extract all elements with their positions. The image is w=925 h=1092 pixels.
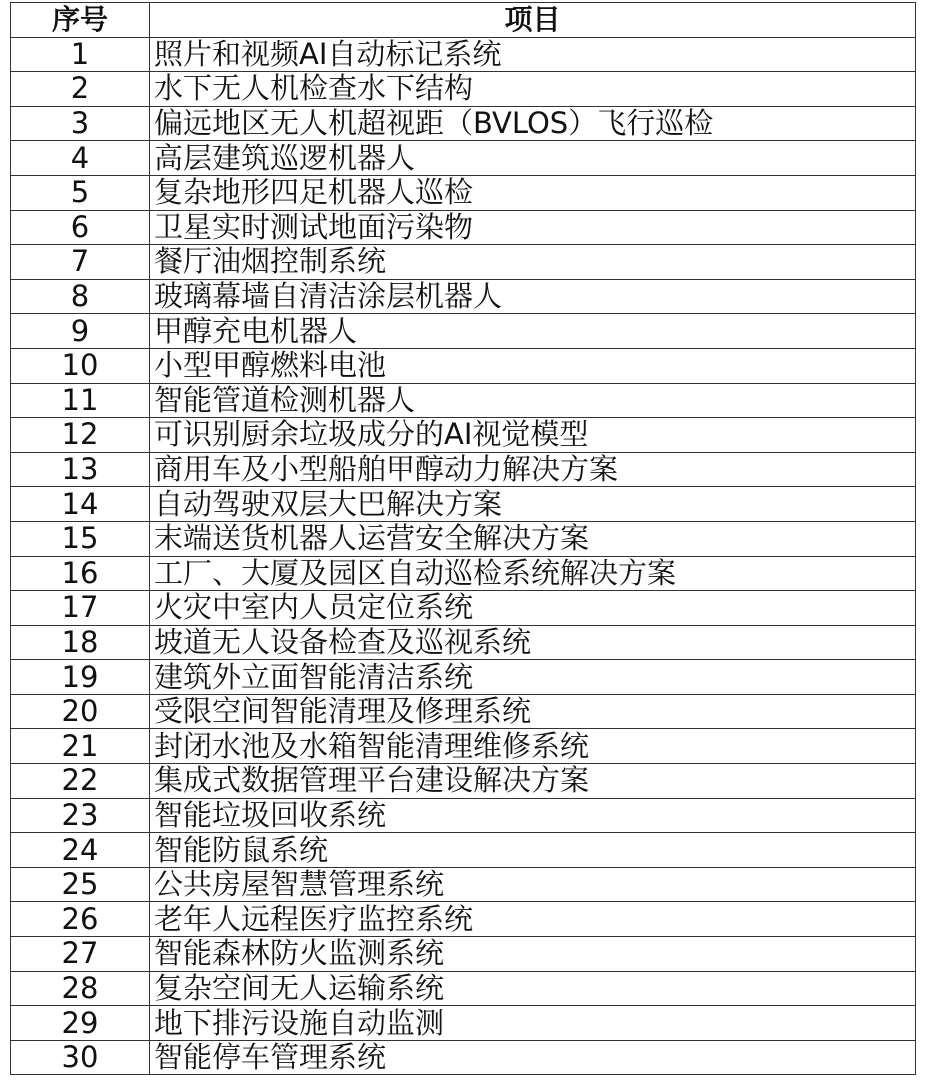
table-row	[11, 418, 916, 453]
table-row	[11, 867, 916, 902]
row-serial-number: 11	[11, 383, 150, 418]
table-row	[11, 279, 916, 314]
row-project-name: 坡道无人设备检查及巡视系统	[150, 625, 916, 660]
row-project-name: 老年人远程医疗监控系统	[150, 902, 916, 937]
row-serial-number: 6	[11, 210, 150, 245]
row-serial-number: 5	[11, 175, 150, 210]
row-project-name: 封闭水池及水箱智能清理维修系统	[150, 729, 916, 764]
row-project-name: 工厂、大厦及园区自动巡检系统解决方案	[150, 556, 916, 591]
table-row	[11, 487, 916, 522]
row-project-name: 公共房屋智慧管理系统	[150, 867, 916, 902]
table-row	[11, 729, 916, 764]
table-row	[11, 798, 916, 833]
row-serial-number: 10	[11, 348, 150, 383]
table-row	[11, 245, 916, 280]
row-project-name: 餐厅油烟控制系统	[150, 245, 916, 280]
row-serial-number: 20	[11, 694, 150, 729]
table-row	[11, 971, 916, 1006]
table-row	[11, 694, 916, 729]
row-project-name: 自动驾驶双层大巴解决方案	[150, 487, 916, 522]
table-row	[11, 314, 916, 349]
row-project-name: 智能森林防火监测系统	[150, 937, 916, 972]
table-row	[11, 1006, 916, 1041]
table-row	[11, 37, 916, 72]
row-project-name: 甲醇充电机器人	[150, 314, 916, 349]
table-header-row	[11, 3, 916, 38]
row-project-name: 集成式数据管理平台建设解决方案	[150, 764, 916, 799]
row-project-name: 智能停车管理系统	[150, 1040, 916, 1075]
row-serial-number: 29	[11, 1006, 150, 1041]
table-row	[11, 452, 916, 487]
header-serial-number: 序号	[11, 3, 150, 38]
header-project: 项目	[150, 3, 916, 38]
row-project-name: 商用车及小型船舶甲醇动力解决方案	[150, 452, 916, 487]
table-row	[11, 521, 916, 556]
row-serial-number: 30	[11, 1040, 150, 1075]
row-project-name: 水下无人机检查水下结构	[150, 72, 916, 107]
table-row	[11, 348, 916, 383]
table-row	[11, 660, 916, 695]
row-serial-number: 25	[11, 867, 150, 902]
row-project-name: 地下排污设施自动监测	[150, 1006, 916, 1041]
row-serial-number: 16	[11, 556, 150, 591]
table-row	[11, 833, 916, 868]
row-serial-number: 19	[11, 660, 150, 695]
row-serial-number: 26	[11, 902, 150, 937]
row-project-name: 智能垃圾回收系统	[150, 798, 916, 833]
table-row	[11, 625, 916, 660]
row-serial-number: 24	[11, 833, 150, 868]
row-project-name: 末端送货机器人运营安全解决方案	[150, 521, 916, 556]
row-project-name: 智能防鼠系统	[150, 833, 916, 868]
row-serial-number: 3	[11, 106, 150, 141]
row-serial-number: 14	[11, 487, 150, 522]
table-row	[11, 175, 916, 210]
table-row	[11, 210, 916, 245]
row-project-name: 受限空间智能清理及修理系统	[150, 694, 916, 729]
row-project-name: 照片和视频AI自动标记系统	[150, 37, 916, 72]
row-serial-number: 8	[11, 279, 150, 314]
table-row	[11, 383, 916, 418]
row-serial-number: 13	[11, 452, 150, 487]
table-row	[11, 591, 916, 626]
row-serial-number: 1	[11, 37, 150, 72]
row-serial-number: 28	[11, 971, 150, 1006]
row-serial-number: 21	[11, 729, 150, 764]
table-body	[11, 37, 916, 1075]
table-row	[11, 764, 916, 799]
row-serial-number: 7	[11, 245, 150, 280]
row-serial-number: 4	[11, 141, 150, 176]
row-serial-number: 9	[11, 314, 150, 349]
row-serial-number: 15	[11, 521, 150, 556]
row-serial-number: 2	[11, 72, 150, 107]
row-project-name: 玻璃幕墙自清洁涂层机器人	[150, 279, 916, 314]
table-row	[11, 937, 916, 972]
row-serial-number: 18	[11, 625, 150, 660]
row-project-name: 小型甲醇燃料电池	[150, 348, 916, 383]
table-row	[11, 556, 916, 591]
row-project-name: 可识别厨余垃圾成分的AI视觉模型	[150, 418, 916, 453]
row-project-name: 建筑外立面智能清洁系统	[150, 660, 916, 695]
table-row	[11, 902, 916, 937]
row-project-name: 高层建筑巡逻机器人	[150, 141, 916, 176]
row-project-name: 智能管道检测机器人	[150, 383, 916, 418]
table-row	[11, 106, 916, 141]
project-table-container	[10, 2, 915, 1075]
row-project-name: 火灾中室内人员定位系统	[150, 591, 916, 626]
row-project-name: 复杂空间无人运输系统	[150, 971, 916, 1006]
table-row	[11, 141, 916, 176]
row-project-name: 偏远地区无人机超视距（BVLOS）飞行巡检	[150, 106, 916, 141]
project-table	[10, 2, 916, 1075]
row-serial-number: 23	[11, 798, 150, 833]
row-serial-number: 22	[11, 764, 150, 799]
table-row	[11, 72, 916, 107]
row-serial-number: 27	[11, 937, 150, 972]
table-row	[11, 1040, 916, 1075]
row-project-name: 卫星实时测试地面污染物	[150, 210, 916, 245]
row-project-name: 复杂地形四足机器人巡检	[150, 175, 916, 210]
row-serial-number: 17	[11, 591, 150, 626]
row-serial-number: 12	[11, 418, 150, 453]
